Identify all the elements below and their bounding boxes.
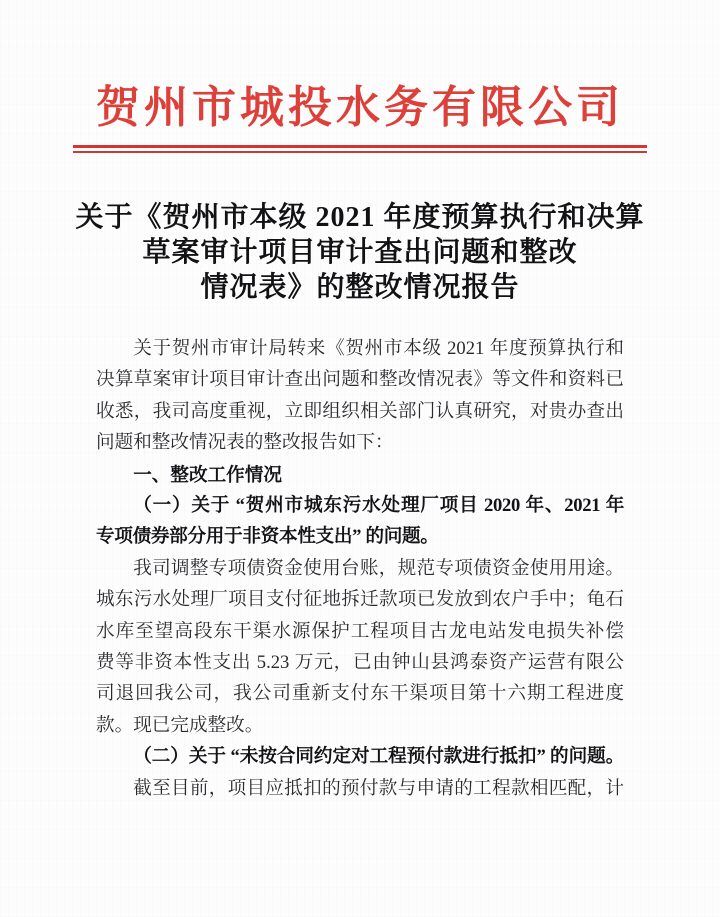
closing-paragraph-line: 截至目前，项目应抵扣的预付款与申请的工程款相匹配，计: [133, 777, 624, 799]
paragraph-line: 城东污水处理厂项目支付征地拆迁款项已发放到农户手中；龟石: [96, 589, 624, 611]
paragraph-line: 款。现已完成整改。: [96, 714, 264, 736]
intro-paragraph: [96, 333, 624, 459]
document-body: [96, 333, 624, 804]
paragraph-line: 问题和整改情况表的整改报告如下：: [96, 432, 394, 454]
subsection-heading-2: （二）关于 “未按合同约定对工程预付款进行抵扣” 的问题。: [133, 746, 624, 768]
subsection-heading-1: [96, 490, 624, 553]
paragraph-line: 水库至望高段东干渠水源保护工程项目古龙电站发电损失补偿: [96, 620, 624, 642]
paragraph-line: 我司调整专项债资金使用台账，规范专项债资金使用用途。: [133, 557, 624, 579]
letterhead-rule: [73, 145, 647, 153]
document-title-line-2: 草案审计项目审计查出问题和整改: [142, 237, 578, 268]
paragraph-line: 费等非资本性支出 5.23 万元，已由钟山县鸿泰资产运营有限公: [96, 652, 624, 674]
paragraph-line: 收悉，我司高度重视，立即组织相关部门认真研究，对贵办查出: [96, 400, 624, 422]
document-title-line-3: 情况表》的整改情况报告: [200, 272, 520, 303]
paragraph-line: 决算草案审计项目审计查出问题和整改情况表》等文件和资料已: [96, 369, 624, 391]
section-heading-1: 一、整改工作情况: [133, 463, 282, 485]
heading-line: 专项债券部分用于非资本性支出” 的问题。: [96, 526, 439, 548]
letterhead-company-name: 贺州市城投水务有限公司: [96, 83, 624, 132]
paragraph-line: 关于贺州市审计局转来《贺州市本级 2021 年度预算执行和: [133, 338, 624, 359]
heading-line: （一）关于 “贺州市城东污水处理厂项目 2020 年、2021 年: [133, 495, 624, 517]
rectification-paragraph: [96, 553, 624, 741]
document-title-line-1: 关于《贺州市本级 2021 年度预算执行和决算: [75, 202, 645, 233]
document-title: [0, 200, 720, 305]
paragraph-line: 司退回我公司，我公司重新支付东干渠项目第十六期工程进度: [96, 683, 624, 705]
